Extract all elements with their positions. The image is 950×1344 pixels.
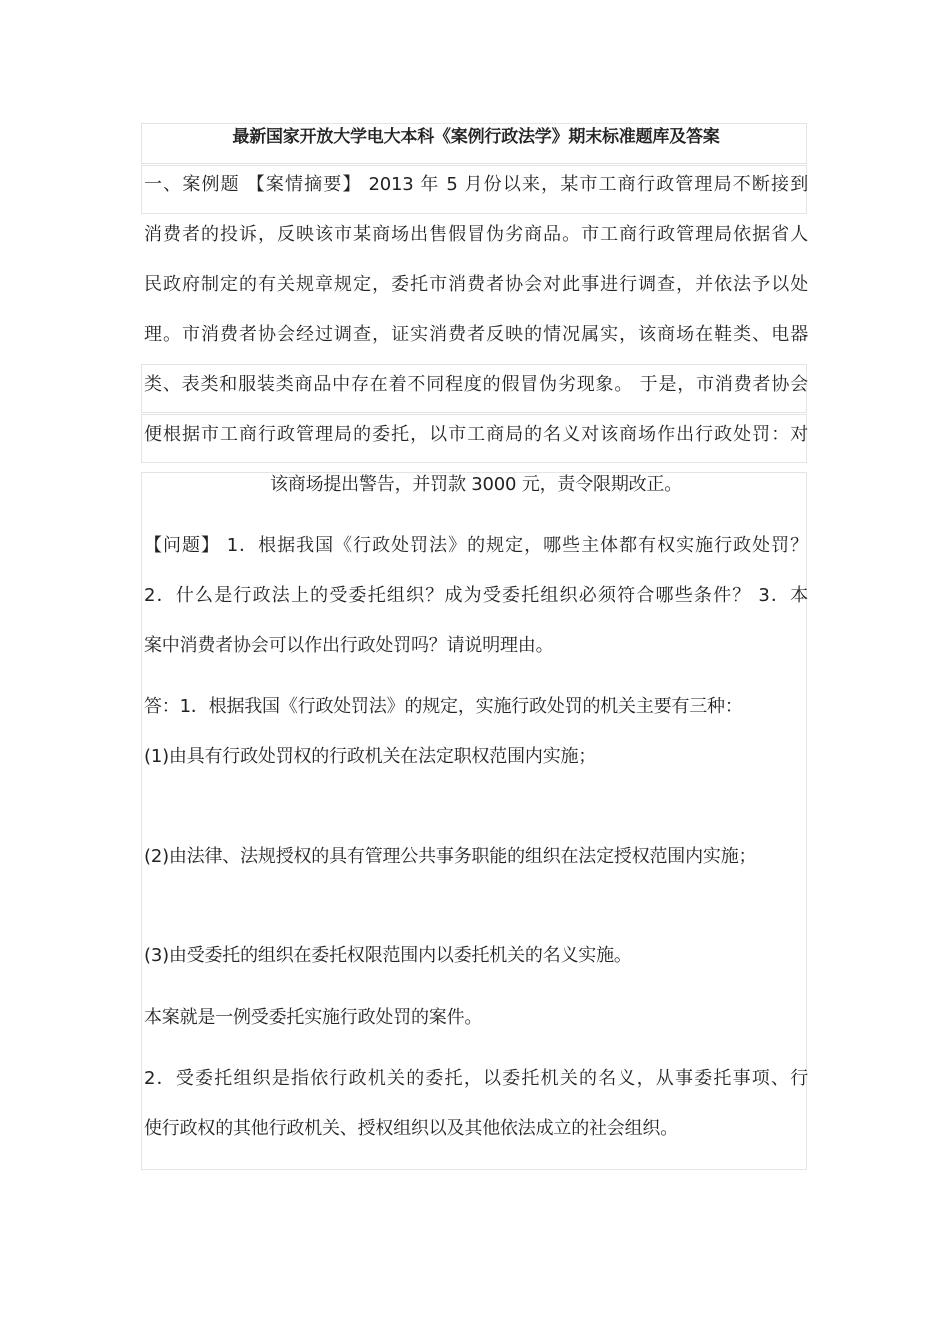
answer-intro: 答：1．根据我国《行政处罚法》的规定，实施行政处罚的机关主要有三种： — [144, 696, 743, 717]
case-line: 一、案例题 【案情摘要】 2013 年 5 月份以来，某市工商行政管理局不断接到 — [144, 174, 808, 195]
document-title: 最新国家开放大学电大本科《案例行政法学》期末标准题库及答案 — [232, 127, 720, 147]
case-line: 民政府制定的有关规章规定，委托市消费者协会对此事进行调查，并依法予以处 — [144, 274, 808, 295]
case-line: 类、表类和服装类商品中存在着不同程度的假冒伪劣现象。 于是，市消费者协会 — [144, 374, 808, 395]
answer-item-2: (2)由法律、法规授权的具有管理公共事务职能的组织在法定授权范围内实施； — [144, 846, 757, 867]
case-last-line: 该商场提出警告，并罚款 3000 元，责令限期改正。 — [269, 474, 683, 495]
answer-item-1: (1)由具有行政处罚权的行政机关在法定职权范围内实施； — [144, 746, 597, 767]
question-line: 2．什么是行政法上的受委托组织？成为受委托组织必须符合哪些条件？ 3．本 — [144, 585, 808, 606]
case-line: 理。市消费者协会经过调查，证实消费者反映的情况属实，该商场在鞋类、电器 — [144, 324, 808, 345]
question-line: 案中消费者协会可以作出行政处罚吗？请说明理由。 — [144, 635, 554, 656]
answer-2-line: 使行政权的其他行政机关、授权组织以及其他依法成立的社会组织。 — [144, 1118, 678, 1139]
answer-conclusion: 本案就是一例受委托实施行政处罚的案件。 — [144, 1007, 483, 1028]
answer-2-line: 2．受委托组织是指依行政机关的委托，以委托机关的名义，从事委托事项、行 — [144, 1068, 808, 1089]
question-line: 【问题】 1．根据我国《行政处罚法》的规定，哪些主体都有权实施行政处罚？ — [144, 535, 808, 556]
case-line: 便根据市工商行政管理局的委托，以市工商局的名义对该商场作出行政处罚：对 — [144, 424, 808, 445]
answer-item-3: (3)由受委托的组织在委托权限范围内以委托机关的名义实施。 — [144, 945, 632, 966]
case-line: 消费者的投诉，反映该市某商场出售假冒伪劣商品。市工商行政管理局依据省人 — [144, 224, 808, 245]
